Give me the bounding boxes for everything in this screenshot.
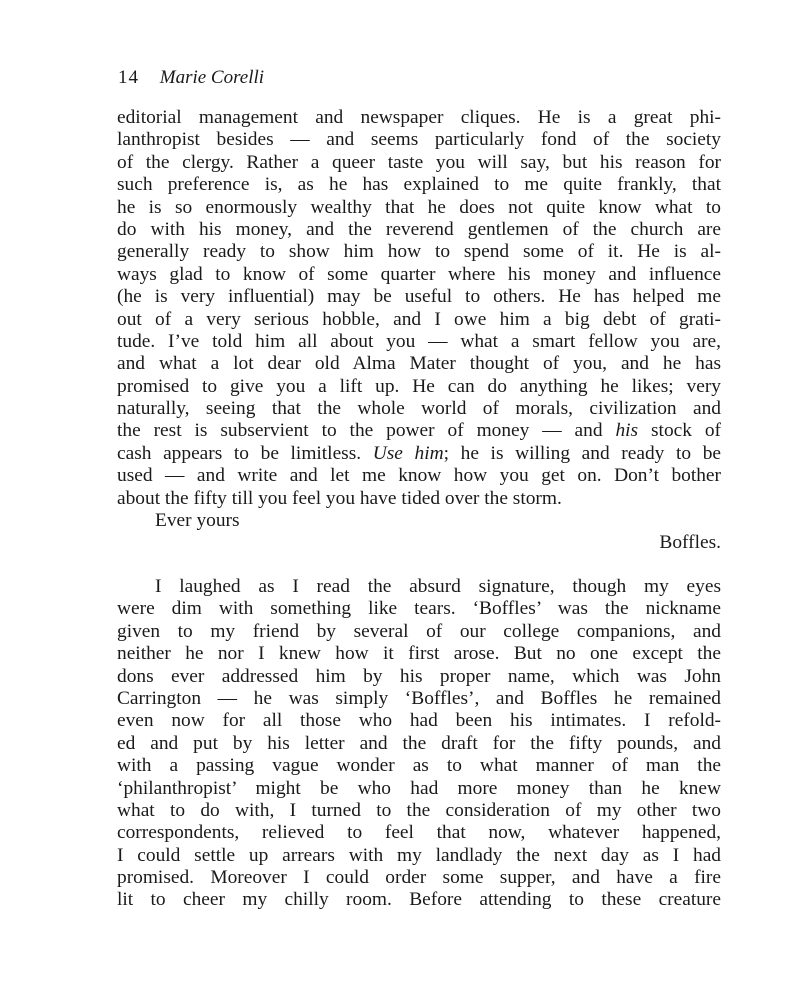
- text-line: lanthropist besides — and seems particularly fond of the society: [117, 129, 721, 151]
- text-line: such preference is, as he has explained to me quite frankly, that: [117, 174, 721, 196]
- text-line: used — and write and let me know how you get on. Don’t bother: [117, 465, 721, 487]
- text-line: lit to cheer my chilly room. Before attending to these creature: [117, 889, 721, 911]
- page-number: 14: [118, 67, 139, 88]
- text-line: were dim with something like tears. ‘Boffles’ was the nickname: [117, 598, 721, 620]
- text-line: promised to give you a lift up. He can do anything he likes; very: [117, 375, 721, 397]
- text-line: [117, 420, 721, 442]
- letter-body: [117, 107, 721, 555]
- text-line: I laughed as I read the absurd signature, though my eyes: [155, 576, 721, 597]
- text-segment: cash appears to be limitless.: [117, 442, 373, 464]
- text-segment: the rest is subservient to the power of money — and: [117, 420, 616, 442]
- letter-closing: Ever yours: [155, 510, 240, 532]
- text-line: and what a lot dear old Alma Mater thought of you, and he has: [117, 353, 721, 375]
- text-line: ed and put by his letter and the draft for the fifty pounds, and: [117, 732, 721, 754]
- text-line: out of a very serious hobble, and I owe him a big debt of grati-: [117, 308, 721, 330]
- text-line: correspondents, relieved to feel that now, whatever happened,: [117, 822, 721, 844]
- text-line: about the fifty till you feel you have tided over the storm.: [117, 487, 562, 509]
- text-line: (he is very influential) may be useful to others. He has helped me: [117, 286, 721, 308]
- narrative-paragraph: [117, 576, 721, 912]
- text-line: given to my friend by several of our college companions, and: [117, 620, 721, 642]
- running-head: Marie Corelli: [159, 67, 265, 88]
- text-line: ‘philanthropist’ might be who had more money than he knew: [117, 777, 721, 799]
- text-segment: stock of: [638, 420, 722, 442]
- text-line: even now for all those who had been his intimates. I refold-: [117, 710, 721, 732]
- text-line: dons ever addressed him by his proper name, which was John: [117, 665, 721, 687]
- emphasis-his: his: [615, 420, 639, 442]
- text-line: do with his money, and the reverend gentlemen of the church are: [117, 218, 721, 240]
- text-line: editorial management and newspaper cliques. He is a great phi-: [117, 107, 721, 128]
- text-line: Carrington — he was simply ‘Boffles’, and Boffles he remained: [117, 687, 721, 709]
- text-line: he is so enormously wealthy that he does not quite know what to: [117, 196, 721, 218]
- emphasis-use-him: Use him: [372, 442, 444, 464]
- text-line: generally ready to show him how to spend some of it. He is al-: [117, 241, 721, 263]
- text-line: what to do with, I turned to the consideration of my other two: [117, 799, 721, 821]
- text-line: [117, 443, 721, 465]
- letter-signature: Boffles.: [659, 532, 721, 554]
- text-line: with a passing vague wonder as to what manner of man the: [117, 755, 721, 777]
- text-line: promised. Moreover I could order some supper, and have a fire: [117, 867, 721, 889]
- text-line: naturally, seeing that the whole world of morals, civilization and: [117, 398, 721, 420]
- text-line: neither he nor I knew how it first arose. But no one except the: [117, 643, 721, 665]
- text-line: ways glad to know of some quarter where his money and influence: [117, 263, 721, 285]
- page-header: [118, 66, 264, 90]
- text-line: I could settle up arrears with my landlady the next day as I had: [117, 844, 721, 866]
- text-line: tude. I’ve told him all about you — what a smart fellow you are,: [117, 330, 721, 352]
- text-line: of the clergy. Rather a queer taste you will say, but his reason for: [117, 151, 721, 173]
- text-segment: ; he is willing and ready to be: [443, 442, 722, 464]
